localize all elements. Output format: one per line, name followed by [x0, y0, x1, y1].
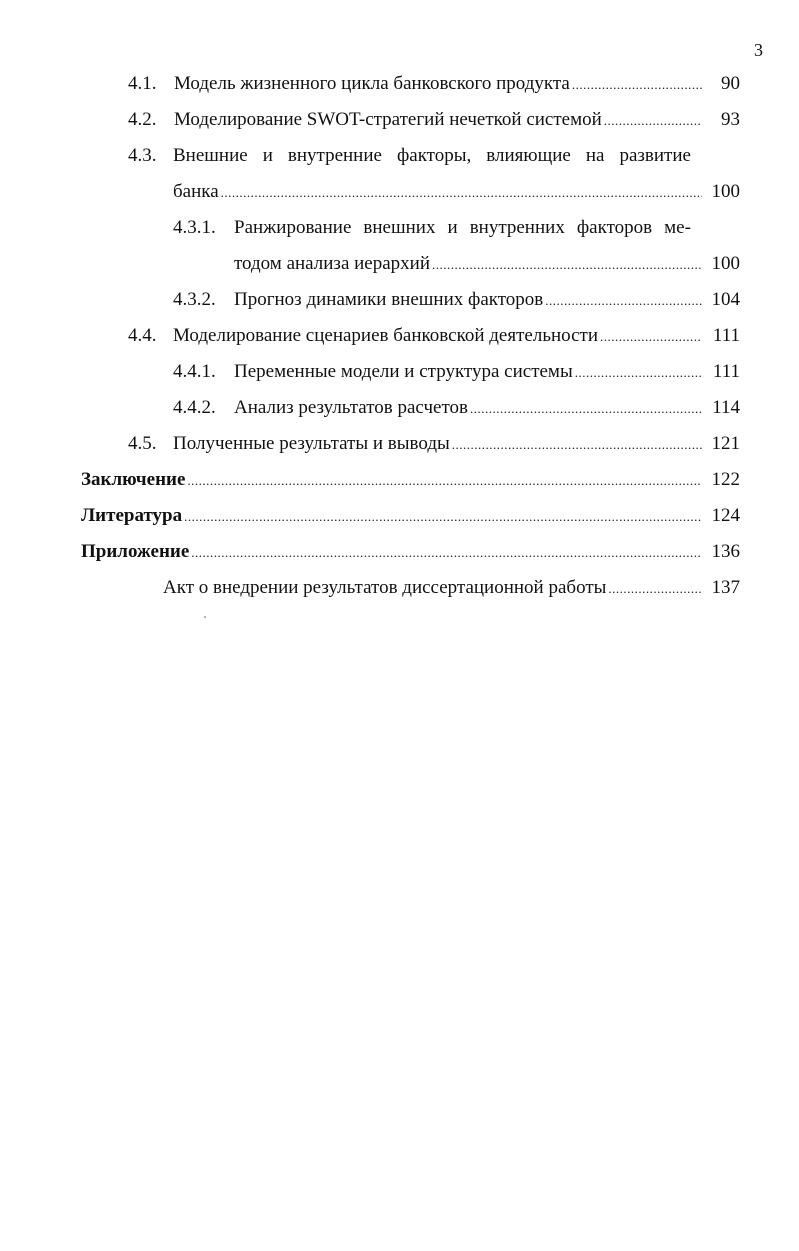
toc-entry-label: банка [173, 181, 219, 202]
toc-entry-number: 4.4. [128, 325, 157, 346]
toc-entry-number: 4.3.2. [173, 289, 216, 310]
toc-entry-label: Моделирование сценариев банковской деятельности [173, 325, 599, 346]
toc-entry-number: 4.4.1. [173, 361, 216, 382]
toc-entry-label: тодом анализа иерархий [234, 253, 430, 274]
toc-entry-number: 4.1. [128, 73, 157, 94]
toc-entry-label: Литература [81, 505, 183, 526]
toc-entry-number: 4.5. [128, 433, 157, 454]
toc-entry-page: 121 [711, 433, 740, 454]
toc-word: и [447, 217, 458, 238]
toc-word: Ранжирование [234, 217, 352, 238]
toc-leader-dots [600, 325, 702, 349]
toc-entry-page: 136 [711, 541, 740, 562]
toc-entry-label: Анализ результатов расчетов [234, 397, 469, 418]
toc-entry-4-3-line2 [173, 180, 740, 205]
toc-entry-page: 124 [711, 505, 740, 526]
toc-entry-4-2 [128, 108, 740, 133]
scan-speck [204, 616, 206, 618]
toc-entry-page: 93 [721, 109, 740, 130]
toc-leader-dots [575, 361, 702, 385]
toc-leader-dots [191, 541, 702, 565]
toc-entry-literature [81, 504, 740, 529]
toc-word: Внешние [173, 145, 248, 166]
toc-entry-label: Переменные модели и структура системы [234, 361, 573, 382]
toc-entry-4-3-number-row [128, 144, 174, 168]
toc-leader-dots [545, 289, 702, 313]
toc-entry-page: 104 [711, 289, 740, 310]
toc-entry-4-4-1 [173, 360, 740, 385]
toc-entry-4-5 [128, 432, 740, 457]
toc-entry-label: Заключение [81, 469, 186, 490]
toc-leader-dots [604, 109, 702, 133]
toc-entry-4-3-1-line2 [234, 252, 740, 277]
toc-entry-page: 122 [711, 469, 740, 490]
toc-entry-4-4-2 [173, 396, 740, 421]
toc-entry-implementation-act [163, 576, 740, 601]
toc-leader-dots [221, 181, 702, 205]
toc-entry-4-1 [128, 72, 740, 97]
toc-entry-label: Приложение [81, 541, 190, 562]
toc-entry-page: 114 [712, 397, 740, 418]
toc-entry-page: 137 [711, 577, 740, 598]
toc-entry-4-3-line1 [173, 144, 691, 168]
toc-entry-number: 4.2. [128, 109, 157, 130]
toc-leader-dots [608, 577, 702, 601]
toc-leader-dots [184, 505, 702, 529]
page-number: 3 [754, 40, 763, 60]
toc-entry-number: 4.3.1. [173, 217, 216, 238]
toc-entry-page: 111 [712, 361, 740, 382]
toc-word: внешних [363, 217, 436, 238]
toc-leader-dots [432, 253, 702, 277]
toc-entry-appendix [81, 540, 740, 565]
toc-word: на [585, 145, 605, 166]
toc-word: факторов [576, 217, 653, 238]
toc-word: ме- [664, 217, 691, 238]
toc-entry-4-3-1-number-row [173, 216, 233, 240]
toc-entry-4-3-1-line1 [234, 216, 691, 240]
toc-leader-dots [470, 397, 702, 421]
toc-entry-label: Полученные результаты и выводы [173, 433, 450, 454]
toc-entry-label: Моделирование SWOT-стратегий нечеткой системой [174, 109, 602, 130]
toc-entry-4-3-2 [173, 288, 740, 313]
toc-word: влияющие [486, 145, 571, 166]
toc-entry-page: 111 [712, 325, 740, 346]
toc-entry-conclusion [81, 468, 740, 493]
toc-word: внутренних [469, 217, 565, 238]
toc-word: развитие [619, 145, 691, 166]
toc-entry-number: 4.3. [128, 145, 157, 166]
toc-leader-dots [452, 433, 702, 457]
toc-entry-label: Акт о внедрении результатов диссертационной работы [163, 577, 607, 598]
toc-word: факторы, [396, 145, 472, 166]
toc-entry-4-4 [128, 324, 740, 349]
toc-entry-page: 100 [711, 181, 740, 202]
toc-entry-page: 90 [721, 73, 740, 94]
toc-entry-label: Модель жизненного цикла банковского продукта [174, 73, 570, 94]
toc-word: и [262, 145, 273, 166]
toc-word: внутренние [287, 145, 382, 166]
toc-leader-dots [187, 469, 702, 493]
toc-entry-number: 4.4.2. [173, 397, 216, 418]
toc-entry-page: 100 [711, 253, 740, 274]
toc-entry-label: Прогноз динамики внешних факторов [234, 289, 544, 310]
toc-leader-dots [572, 73, 702, 97]
